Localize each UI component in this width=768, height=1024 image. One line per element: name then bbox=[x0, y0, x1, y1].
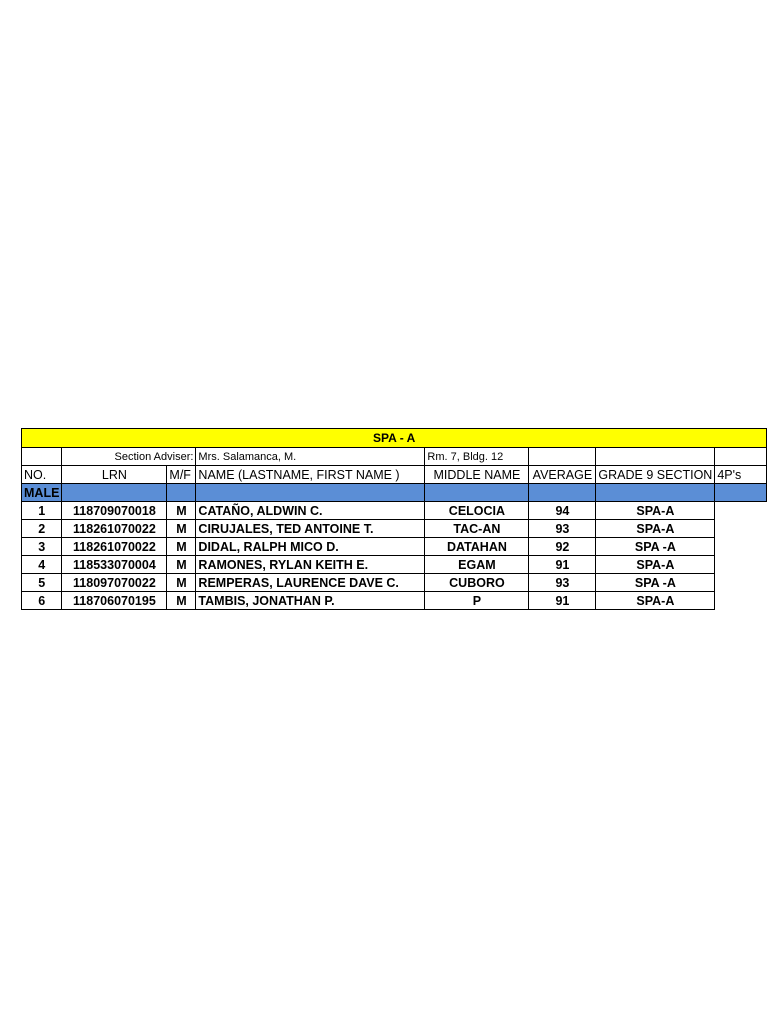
row-no: 4 bbox=[22, 556, 62, 574]
blank-cell bbox=[529, 448, 596, 466]
row-middle-name: P bbox=[425, 592, 529, 610]
title-row bbox=[22, 429, 767, 448]
header-grade9-section: GRADE 9 SECTION bbox=[596, 466, 715, 484]
row-lrn: 118709070018 bbox=[62, 502, 167, 520]
blank-cell bbox=[596, 484, 715, 502]
row-grade9-section: SPA-A bbox=[596, 556, 715, 574]
header-middle-name: MIDDLE NAME bbox=[425, 466, 529, 484]
blank-cell bbox=[167, 484, 196, 502]
table-row bbox=[22, 592, 767, 610]
row-average: 93 bbox=[529, 574, 596, 592]
row-mf: M bbox=[167, 556, 196, 574]
header-name: NAME (LASTNAME, FIRST NAME ) bbox=[196, 466, 425, 484]
row-lrn: 118261070022 bbox=[62, 520, 167, 538]
adviser-row bbox=[22, 448, 767, 466]
empty-cell bbox=[715, 574, 767, 592]
row-grade9-section: SPA -A bbox=[596, 574, 715, 592]
row-no: 3 bbox=[22, 538, 62, 556]
row-lrn: 118533070004 bbox=[62, 556, 167, 574]
row-grade9-section: SPA-A bbox=[596, 502, 715, 520]
table-row bbox=[22, 574, 767, 592]
row-name: REMPERAS, LAURENCE DAVE C. bbox=[196, 574, 425, 592]
adviser-label: Section Adviser: bbox=[62, 448, 196, 466]
row-mf: M bbox=[167, 520, 196, 538]
table-row bbox=[22, 520, 767, 538]
blank-cell bbox=[715, 484, 767, 502]
row-average: 94 bbox=[529, 502, 596, 520]
row-middle-name: DATAHAN bbox=[425, 538, 529, 556]
table-row bbox=[22, 556, 767, 574]
adviser-name: Mrs. Salamanca, M. bbox=[196, 448, 425, 466]
empty-cell bbox=[715, 538, 767, 556]
student-rows bbox=[22, 502, 767, 610]
header-lrn: LRN bbox=[62, 466, 167, 484]
row-no: 1 bbox=[22, 502, 62, 520]
row-middle-name: TAC-AN bbox=[425, 520, 529, 538]
row-middle-name: CELOCIA bbox=[425, 502, 529, 520]
row-middle-name: EGAM bbox=[425, 556, 529, 574]
table-row bbox=[22, 502, 767, 520]
class-list-sheet bbox=[21, 428, 767, 610]
group-row-male bbox=[22, 484, 767, 502]
row-name: CATAÑO, ALDWIN C. bbox=[196, 502, 425, 520]
empty-cell bbox=[715, 592, 767, 610]
row-lrn: 118706070195 bbox=[62, 592, 167, 610]
row-name: DIDAL, RALPH MICO D. bbox=[196, 538, 425, 556]
row-average: 92 bbox=[529, 538, 596, 556]
header-no: NO. bbox=[22, 466, 62, 484]
class-list-table bbox=[21, 428, 767, 610]
row-average: 91 bbox=[529, 556, 596, 574]
header-4ps: 4P's bbox=[715, 466, 767, 484]
empty-cell bbox=[715, 520, 767, 538]
row-no: 5 bbox=[22, 574, 62, 592]
blank-cell bbox=[22, 448, 62, 466]
row-mf: M bbox=[167, 592, 196, 610]
header-mf: M/F bbox=[167, 466, 196, 484]
blank-cell bbox=[596, 448, 715, 466]
empty-cell bbox=[715, 502, 767, 520]
empty-cell bbox=[715, 556, 767, 574]
row-no: 2 bbox=[22, 520, 62, 538]
row-grade9-section: SPA-A bbox=[596, 520, 715, 538]
row-mf: M bbox=[167, 538, 196, 556]
blank-cell bbox=[62, 484, 167, 502]
row-average: 91 bbox=[529, 592, 596, 610]
row-lrn: 118261070022 bbox=[62, 538, 167, 556]
blank-cell bbox=[529, 484, 596, 502]
row-mf: M bbox=[167, 574, 196, 592]
row-name: TAMBIS, JONATHAN P. bbox=[196, 592, 425, 610]
room-location: Rm. 7, Bldg. 12 bbox=[425, 448, 529, 466]
row-name: CIRUJALES, TED ANTOINE T. bbox=[196, 520, 425, 538]
section-title: SPA - A bbox=[22, 429, 767, 448]
row-average: 93 bbox=[529, 520, 596, 538]
row-grade9-section: SPA -A bbox=[596, 538, 715, 556]
row-middle-name: CUBORO bbox=[425, 574, 529, 592]
group-label: MALE bbox=[22, 484, 62, 502]
blank-cell bbox=[715, 448, 767, 466]
row-grade9-section: SPA-A bbox=[596, 592, 715, 610]
blank-cell bbox=[196, 484, 425, 502]
header-average: AVERAGE bbox=[529, 466, 596, 484]
row-name: RAMONES, RYLAN KEITH E. bbox=[196, 556, 425, 574]
table-row bbox=[22, 538, 767, 556]
header-row bbox=[22, 466, 767, 484]
row-mf: M bbox=[167, 502, 196, 520]
blank-cell bbox=[425, 484, 529, 502]
row-lrn: 118097070022 bbox=[62, 574, 167, 592]
row-no: 6 bbox=[22, 592, 62, 610]
